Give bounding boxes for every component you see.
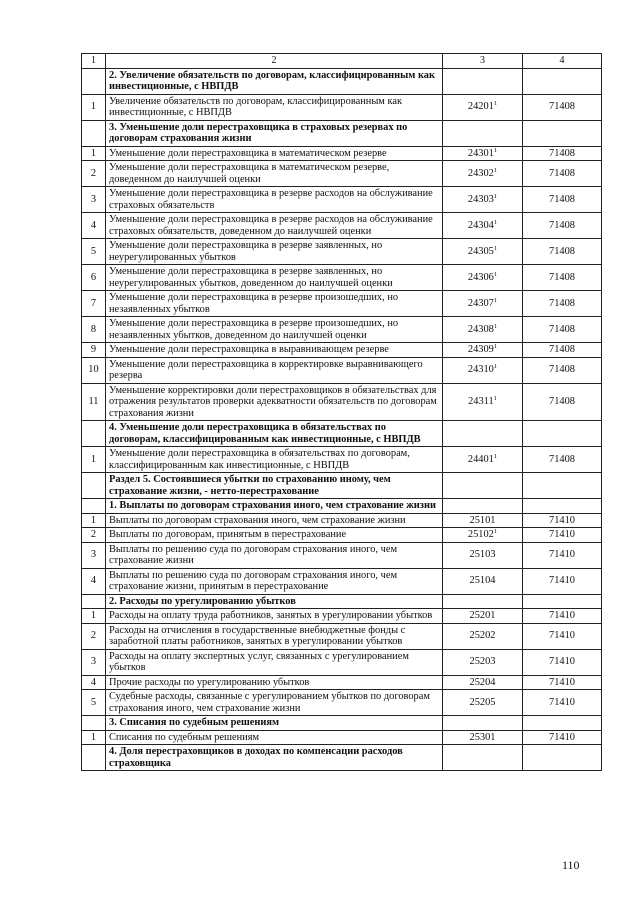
code-cell <box>443 623 523 649</box>
code-cell <box>443 528 523 543</box>
symbol-code: 25201 <box>469 610 496 621</box>
symbol-code: 24307 <box>467 297 494 309</box>
code-cell <box>443 690 523 716</box>
account-number: 71410 <box>523 690 602 716</box>
symbol-code: 24301 <box>467 147 494 159</box>
symbol-code: 24305 <box>467 245 494 257</box>
symbol-code: 24401 <box>467 453 494 465</box>
footnote-marker: 1 <box>493 363 498 371</box>
account-number: 71410 <box>523 623 602 649</box>
row-description: Прочие расходы по урегулированию убытков <box>106 675 443 690</box>
table-row <box>82 730 602 745</box>
section-title: 3. Списания по судебным решениям <box>106 716 443 731</box>
account-number: 71410 <box>523 609 602 624</box>
symbol-code: 24201 <box>467 101 494 113</box>
code-cell <box>443 513 523 528</box>
row-description: Выплаты по решению суда по договорам страхования иного, чем страхование жизни <box>106 542 443 568</box>
symbol-code: 24310 <box>467 364 494 376</box>
row-number: 9 <box>82 343 106 358</box>
row-number-cell <box>82 473 106 499</box>
account-number: 71408 <box>523 265 602 291</box>
section-row <box>82 745 602 771</box>
account-number: 71408 <box>523 343 602 358</box>
account-number: 71408 <box>523 187 602 213</box>
row-description: Списания по судебным решениям <box>106 730 443 745</box>
symbol-code: 25301 <box>469 731 496 743</box>
footnote-marker: 1 <box>493 244 498 252</box>
row-number: 8 <box>82 317 106 343</box>
account-cell <box>523 473 602 499</box>
row-description: Выплаты по договорам, принятым в перестрахование <box>106 528 443 543</box>
table-row <box>82 675 602 690</box>
table-row <box>82 239 602 265</box>
section-title: 2. Увеличение обязательств по договорам, классифицированным как инвестиционные, с НВПДВ <box>106 68 443 94</box>
row-description: Уменьшение доли перестраховщика в резерве расходов на обслуживание страховых обязательств, доведенном до наилучшей оценки <box>106 213 443 239</box>
code-cell <box>443 343 523 358</box>
footnote-marker: 1 <box>493 146 498 154</box>
row-number-cell <box>82 421 106 447</box>
header-col-4: 4 <box>523 54 602 69</box>
table-row <box>82 623 602 649</box>
row-number: 4 <box>82 213 106 239</box>
section-row <box>82 473 602 499</box>
code-cell <box>443 716 523 731</box>
footnote-marker: 1 <box>493 528 498 535</box>
account-number: 71410 <box>523 649 602 675</box>
account-cell <box>523 716 602 731</box>
table-row <box>82 357 602 383</box>
row-number: 1 <box>82 447 106 473</box>
row-description: Уменьшение доли перестраховщика в обязательствах по договорам, классифицированным как инвестиционные, с НВПДВ <box>106 447 443 473</box>
row-number: 11 <box>82 383 106 421</box>
section-title: 4. Уменьшение доли перестраховщика в обязательствах по договорам, классифицированным как инвестиционные, с НВПДВ <box>106 421 443 447</box>
row-number-cell <box>82 594 106 609</box>
code-cell <box>443 421 523 447</box>
account-cell <box>523 120 602 146</box>
row-number-cell <box>82 68 106 94</box>
row-number: 10 <box>82 357 106 383</box>
header-col-2: 2 <box>106 54 443 69</box>
account-number: 71410 <box>523 568 602 594</box>
code-cell <box>443 609 523 624</box>
table-row <box>82 291 602 317</box>
code-cell <box>443 675 523 690</box>
header-row <box>82 54 602 69</box>
section-row <box>82 421 602 447</box>
account-number: 71408 <box>523 161 602 187</box>
account-cell <box>523 594 602 609</box>
account-number: 71408 <box>523 239 602 265</box>
row-number: 5 <box>82 690 106 716</box>
account-number: 71408 <box>523 357 602 383</box>
header-col-3: 3 <box>443 54 523 69</box>
code-cell <box>443 146 523 161</box>
row-description: Увеличение обязательств по договорам, классифицированным как инвестиционные, с НВПДВ <box>106 94 443 120</box>
row-description: Расходы на оплату труда работников, занятых в урегулировании убытков <box>106 609 443 624</box>
symbol-code: 25102 <box>467 529 494 540</box>
code-cell <box>443 187 523 213</box>
code-cell <box>443 357 523 383</box>
section-row <box>82 120 602 146</box>
symbol-code: 25101 <box>469 514 496 526</box>
row-number: 1 <box>82 513 106 528</box>
code-cell <box>443 745 523 771</box>
code-cell <box>443 161 523 187</box>
account-number: 71408 <box>523 447 602 473</box>
symbol-code: 24311 <box>468 396 494 407</box>
code-cell <box>443 730 523 745</box>
row-number: 4 <box>82 675 106 690</box>
code-cell <box>443 265 523 291</box>
account-number: 71410 <box>523 542 602 568</box>
footnote-marker: 1 <box>493 218 498 226</box>
account-number: 71410 <box>523 528 602 543</box>
section-row <box>82 68 602 94</box>
table-row <box>82 568 602 594</box>
row-description: Уменьшение доли перестраховщика в резерве расходов на обслуживание страховых обязательств <box>106 187 443 213</box>
account-cell <box>523 745 602 771</box>
row-description: Уменьшение доли перестраховщика в резерве произошедших, но незаявленных убытков <box>106 291 443 317</box>
row-number: 2 <box>82 161 106 187</box>
symbol-code: 24306 <box>467 271 494 283</box>
footnote-marker: 1 <box>493 322 498 330</box>
account-number: 71408 <box>523 291 602 317</box>
account-cell <box>523 68 602 94</box>
symbol-code: 25203 <box>469 656 496 668</box>
account-number: 71410 <box>523 675 602 690</box>
footnote-marker: 1 <box>493 192 498 200</box>
table-row <box>82 317 602 343</box>
row-number: 1 <box>82 146 106 161</box>
symbol-code: 25103 <box>469 549 496 561</box>
row-description: Уменьшение доли перестраховщика в резерве заявленных, но неурегулированных убытков <box>106 239 443 265</box>
symbol-code: 24304 <box>467 219 494 231</box>
row-number: 6 <box>82 265 106 291</box>
footnote-marker: 1 <box>493 452 498 460</box>
code-cell <box>443 291 523 317</box>
code-cell <box>443 68 523 94</box>
row-description: Уменьшение доли перестраховщика в выравнивающем резерве <box>106 343 443 358</box>
code-cell <box>443 649 523 675</box>
row-number: 3 <box>82 187 106 213</box>
table-row <box>82 528 602 543</box>
section-title: 4. Доля перестраховщиков в доходах по компенсации расходов страховщика <box>106 745 443 771</box>
row-description: Выплаты по договорам страхования иного, чем страхование жизни <box>106 513 443 528</box>
row-description: Уменьшение доли перестраховщика в резерве заявленных, но неурегулированных убытков, доведенном до наилучшей оценки <box>106 265 443 291</box>
row-number: 1 <box>82 609 106 624</box>
row-number: 2 <box>82 528 106 543</box>
page-number: 110 <box>562 858 580 872</box>
account-number: 71408 <box>523 383 602 421</box>
section-row <box>82 716 602 731</box>
footnote-marker: 1 <box>493 296 498 304</box>
symbol-code: 24302 <box>467 167 494 179</box>
row-number: 5 <box>82 239 106 265</box>
code-cell <box>443 542 523 568</box>
row-description: Расходы на оплату экспертных услуг, связанных с урегулированием убытков <box>106 649 443 675</box>
section-title: 2. Расходы по урегулированию убытков <box>106 594 443 609</box>
row-description: Уменьшение доли перестраховщика в резерве произошедших, но незаявленных убытков, доведенном до наилучшей оценки <box>106 317 443 343</box>
symbol-code: 24303 <box>467 193 494 205</box>
account-number: 71410 <box>523 513 602 528</box>
row-description: Уменьшение корректировки доли перестраховщиков в обязательствах для отражения результатов проверки адекватности обязательств по договорам страхования жизни <box>106 383 443 421</box>
code-cell <box>443 239 523 265</box>
table-row <box>82 343 602 358</box>
code-cell <box>443 213 523 239</box>
code-cell <box>443 568 523 594</box>
account-number: 71408 <box>523 146 602 161</box>
code-cell <box>443 594 523 609</box>
footnote-marker: 1 <box>493 166 498 174</box>
section-row <box>82 499 602 514</box>
account-cell <box>523 499 602 514</box>
code-cell <box>443 120 523 146</box>
table-row <box>82 187 602 213</box>
account-number: 71408 <box>523 317 602 343</box>
account-number: 71410 <box>523 730 602 745</box>
table-row <box>82 146 602 161</box>
row-description: Выплаты по решению суда по договорам страхования иного, чем страхование жизни, принятым в перестрахование <box>106 568 443 594</box>
row-number: 1 <box>82 730 106 745</box>
code-cell <box>443 317 523 343</box>
table-row <box>82 265 602 291</box>
row-description: Уменьшение доли перестраховщика в математическом резерве, доведенном до наилучшей оценки <box>106 161 443 187</box>
row-number-cell <box>82 745 106 771</box>
symbol-code: 24308 <box>467 323 494 335</box>
table-row <box>82 447 602 473</box>
row-number-cell <box>82 499 106 514</box>
code-cell <box>443 447 523 473</box>
row-number: 1 <box>82 94 106 120</box>
footnote-marker: 1 <box>493 270 498 278</box>
code-cell <box>443 383 523 421</box>
table-row <box>82 383 602 421</box>
account-cell <box>523 421 602 447</box>
table-body <box>82 54 602 771</box>
row-number: 7 <box>82 291 106 317</box>
section-title: 3. Уменьшение доли перестраховщика в страховых резервах по договорам страхования жизни <box>106 120 443 146</box>
row-number-cell <box>82 716 106 731</box>
row-number-cell <box>82 120 106 146</box>
table-row <box>82 542 602 568</box>
account-number: 71408 <box>523 213 602 239</box>
footnote-marker: 1 <box>493 395 497 402</box>
document-table <box>81 53 602 771</box>
symbol-code: 25205 <box>469 696 496 708</box>
account-number: 71408 <box>523 94 602 120</box>
header-col-1: 1 <box>82 54 106 69</box>
symbol-code: 25104 <box>469 575 496 587</box>
row-number: 2 <box>82 623 106 649</box>
code-cell <box>443 473 523 499</box>
table-row <box>82 690 602 716</box>
symbol-code: 24309 <box>467 344 494 355</box>
symbol-code: 25202 <box>469 630 496 642</box>
table-row <box>82 94 602 120</box>
section-row <box>82 594 602 609</box>
row-number: 4 <box>82 568 106 594</box>
footnote-marker: 1 <box>493 100 498 108</box>
footnote-marker: 1 <box>493 343 498 350</box>
code-cell <box>443 94 523 120</box>
row-description: Уменьшение доли перестраховщика в корректировке выравнивающего резерва <box>106 357 443 383</box>
table-row <box>82 213 602 239</box>
code-cell <box>443 499 523 514</box>
symbol-code: 25204 <box>469 676 496 688</box>
table-row <box>82 161 602 187</box>
row-description: Уменьшение доли перестраховщика в математическом резерве <box>106 146 443 161</box>
table-row <box>82 609 602 624</box>
row-description: Расходы на отчисления в государственные внебюджетные фонды с заработной платы работников, занятых в урегулировании убытков <box>106 623 443 649</box>
section-title: 1. Выплаты по договорам страхования иного, чем страхование жизни <box>106 499 443 514</box>
table-row <box>82 649 602 675</box>
row-number: 3 <box>82 542 106 568</box>
row-description: Судебные расходы, связанные с урегулированием убытков по договорам страхования иного, чем страхование жизни <box>106 690 443 716</box>
row-number: 3 <box>82 649 106 675</box>
table-row <box>82 513 602 528</box>
section-title: Раздел 5. Состоявшиеся убытки по страхованию иному, чем страхование жизни, - нетто-перестрахование <box>106 473 443 499</box>
